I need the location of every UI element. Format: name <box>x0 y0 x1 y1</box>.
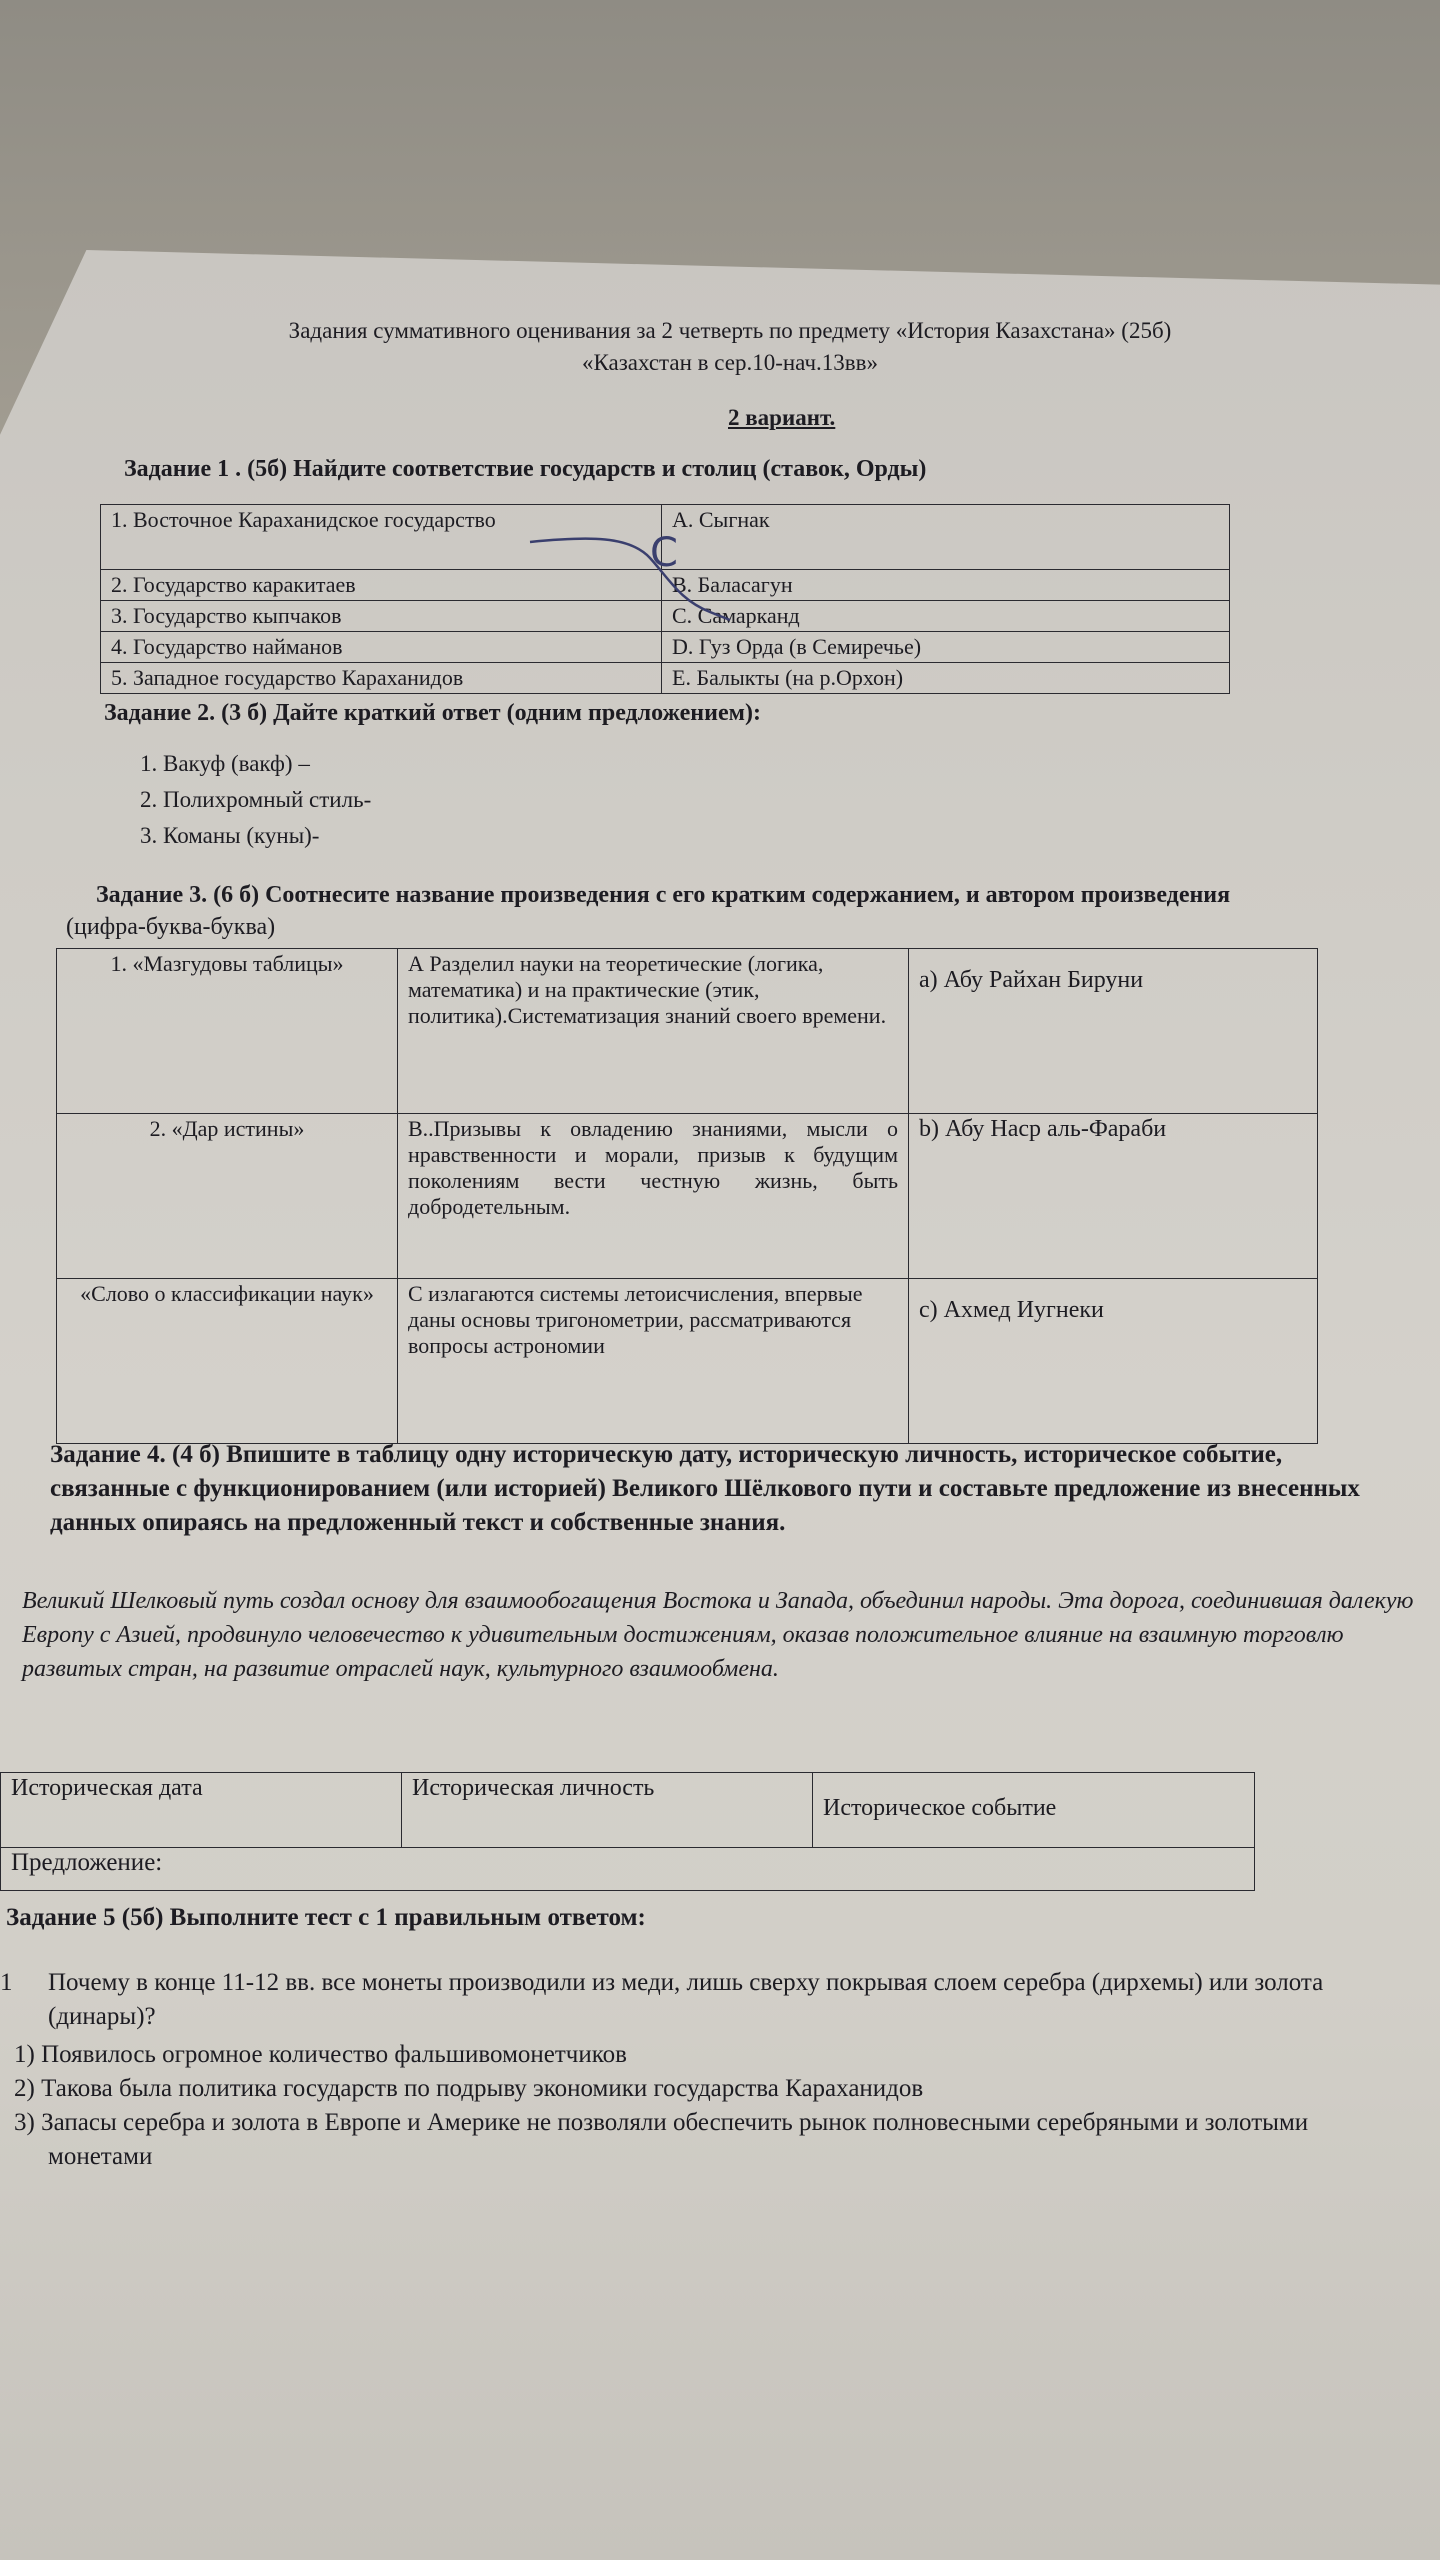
task2-heading: Задание 2. (3 б) Дайте краткий ответ (одним предложением): <box>104 700 761 726</box>
state-cell: 1. Восточное Караханидское государство <box>101 505 662 570</box>
table-row <box>1 1773 1255 1848</box>
sentence-cell: Предложение: <box>1 1848 1255 1891</box>
author-cell: b) Абу Наср аль-Фараби <box>909 1114 1318 1279</box>
capital-cell: C. Самарканд <box>662 601 1230 632</box>
task5-heading: Задание 5 (5б) Выполните тест с 1 правильным ответом: <box>6 1904 646 1931</box>
state-cell: 3. Государство кыпчаков <box>101 601 662 632</box>
task3-table <box>56 948 1318 1444</box>
answer-option: 1) Появилось огромное количество фальшивомонетчиков <box>14 2041 627 2068</box>
question-text: Почему в конце 11-12 вв. все монеты производили из меди, лишь сверху покрывая слоем серебра (дирхемы) или золота (динары)? <box>48 1969 1324 2030</box>
header-subtitle: «Казахстан в сер.10-нач.13вв» <box>581 350 879 375</box>
state-cell: 2. Государство каракитаев <box>101 570 662 601</box>
work-cell: «Слово о классификации наук» <box>57 1279 398 1444</box>
variant-label: 2 вариант. <box>728 405 836 430</box>
table-row <box>57 949 1318 1114</box>
capital-cell: D. Гуз Орда (в Семиречье) <box>662 632 1230 663</box>
state-cell: 4. Государство найманов <box>101 632 662 663</box>
task2-list <box>140 746 371 854</box>
answer-option: 3) Запасы серебра и золота в Европе и Америке не позволяли обеспечить рынок полновесными серебряными и золотыми монетами <box>14 2109 1309 2170</box>
question-number: 1 <box>0 1969 13 1996</box>
table-row <box>1 1848 1255 1891</box>
capital-cell: E. Балыкты (на р.Орхон) <box>662 663 1230 694</box>
task4-table <box>0 1772 1255 1891</box>
work-cell: 1. «Мазгудовы таблицы» <box>57 949 398 1114</box>
table-header-cell: Историческая личность <box>402 1773 813 1848</box>
work-cell: 2. «Дар истины» <box>57 1114 398 1279</box>
table-row <box>57 1114 1318 1279</box>
list-item: 1. Вакуф (вакф) – <box>140 751 310 776</box>
content-cell: С излагаются системы летоисчисления, впервые даны основы тригонометрии, рассматриваются вопросы астрономии <box>398 1279 909 1444</box>
handwritten-mark: C <box>650 530 678 576</box>
header-title: Задания суммативного оценивания за 2 четверть по предмету «История Казахстана» (25б) <box>288 318 1172 343</box>
table-row <box>101 663 1230 694</box>
task4-text: Великий Шелковый путь создал основу для взаимообогащения Востока и Запада, объединил народы. Эта дорога, соединившая далекую Европу с Азией, продвинуло человечество к удивительным достижениям, оказав положительное влияние на взаимную торговлю развитых стран, на развитие отраслей наук, культурного взаимообмена. <box>22 1588 1414 1682</box>
author-cell: a) Абу Райхан Бируни <box>909 949 1318 1114</box>
author-cell: c) Ахмед Иугнеки <box>909 1279 1318 1444</box>
capital-cell: A. Сыгнак <box>662 505 1230 570</box>
list-item: 3. Команы (куны)- <box>140 823 320 848</box>
task4-heading: Задание 4. (4 б) Впишите в таблицу одну историческую дату, историческую личность, историческое событие, связанные с функционированием (или историей) Великого Шёлкового пути и составьте предложение из внесенных данных опираясь на предложенный текст и собственные знания. <box>50 1441 1360 1536</box>
task3-heading-2: (цифра-буква-буква) <box>66 914 276 940</box>
table-header-cell: Историческое событие <box>813 1773 1255 1848</box>
task1-heading: Задание 1 . (5б) Найдите соответствие государств и столиц (ставок, Орды) <box>124 456 927 482</box>
content-cell: В..Призывы к овладению знаниями, мысли о нравственности и морали, призыв к будущим поколениям вести честную жизнь, быть добродетельным. <box>398 1114 909 1279</box>
answer-option: 2) Такова была политика государств по подрыву экономики государства Караханидов <box>14 2075 924 2102</box>
table-row <box>57 1279 1318 1444</box>
table-header-cell: Историческая дата <box>1 1773 402 1848</box>
list-item: 2. Полихромный стиль- <box>140 787 372 812</box>
state-cell: 5. Западное государство Караханидов <box>101 663 662 694</box>
capital-cell: B. Баласагун <box>662 570 1230 601</box>
answer-options <box>14 2038 1414 2174</box>
task3-heading: Задание 3. (6 б) Соотнесите название произведения с его кратким содержанием, и автором произведения <box>96 882 1231 908</box>
handwritten-match-line <box>520 530 740 640</box>
content-cell: А Разделил науки на теоретические (логика, математика) и на практические (этик, политика).Систематизация знаний своего времени. <box>398 949 909 1114</box>
